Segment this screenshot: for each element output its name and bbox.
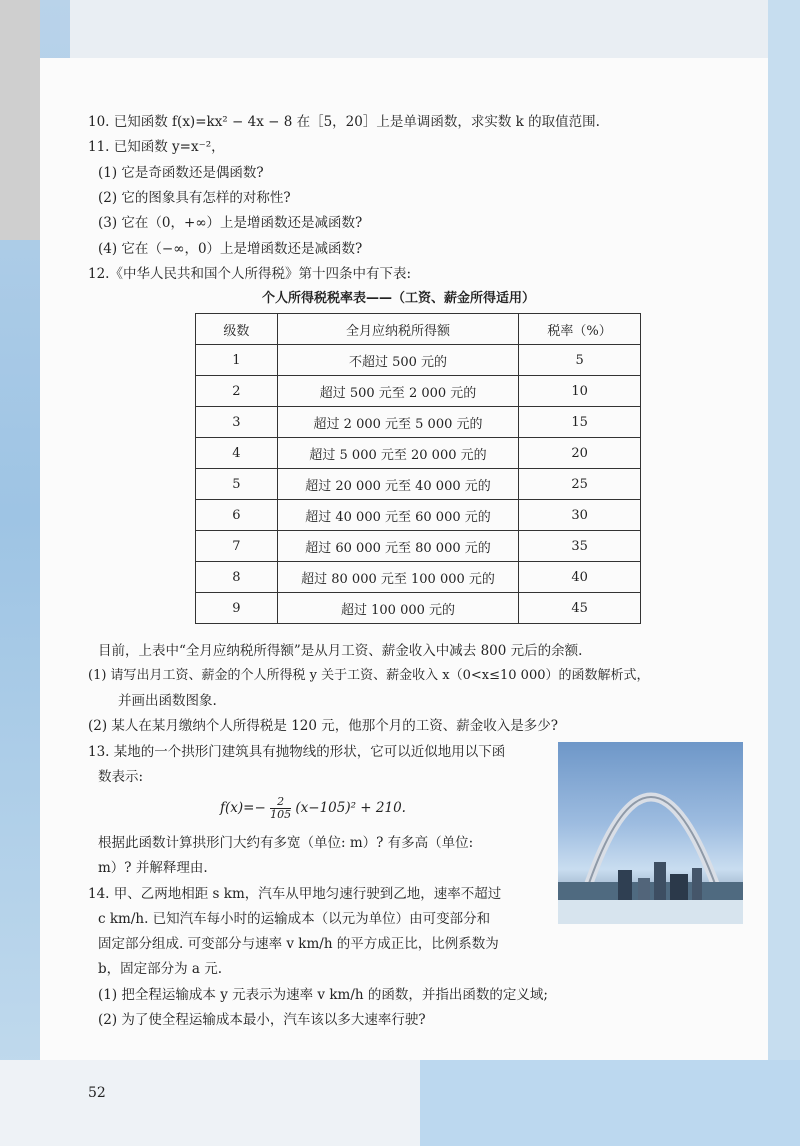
cell-level: 8 [196, 562, 278, 593]
question-12-note: 目前，上表中“全月应纳税所得额”是从月工资、薪金收入中减去 800 元后的余额. [98, 643, 583, 659]
table-header-row [196, 314, 641, 345]
question-12-part-1-line-2: 并画出函数图象. [118, 693, 217, 709]
cell-amount: 超过 5 000 元至 20 000 元的 [277, 438, 518, 469]
header-taxable-amount: 全月应纳税所得额 [277, 314, 518, 345]
page-number: 52 [88, 1085, 106, 1101]
question-12-part-2: (2) 某人在某月缴纳个人所得税是 120 元，他那个月的工资、薪金收入是多少? [88, 718, 559, 734]
cell-rate: 25 [519, 469, 641, 500]
table-row [196, 500, 641, 531]
question-13-line-3: 根据此函数计算拱形门大约有多宽（单位: m）? 有多高（单位: [98, 835, 474, 851]
cell-level: 5 [196, 469, 278, 500]
cell-level: 3 [196, 407, 278, 438]
cell-amount: 超过 80 000 元至 100 000 元的 [277, 562, 518, 593]
header-level: 级数 [196, 314, 278, 345]
left-gray-block [0, 0, 40, 240]
question-11-part-4: (4) 它在（−∞，0）上是增函数还是减函数? [98, 241, 363, 257]
question-14-line-1: 14. 甲、乙两地相距 s km，汽车从甲地匀速行驶到乙地，速率不超过 [88, 886, 502, 902]
table-row [196, 469, 641, 500]
tax-table-title: 个人所得税税率表——（工资、薪金所得适用） [262, 291, 536, 306]
formula-left: f(x)=− [220, 800, 266, 816]
table-row [196, 438, 641, 469]
question-12-part-1-line-1: (1) 请写出月工资、薪金的个人所得税 y 关于工资、薪金收入 x（0<x≤10 000）的函数解析式， [88, 668, 650, 683]
question-11-stem: 11. 已知函数 y=x⁻²， [88, 139, 225, 155]
cell-level: 6 [196, 500, 278, 531]
cell-amount: 超过 2 000 元至 5 000 元的 [277, 407, 518, 438]
fraction-denominator: 105 [270, 808, 292, 821]
table-row [196, 376, 641, 407]
table-row [196, 593, 641, 624]
question-13-formula [220, 796, 406, 821]
question-14-line-4: b，固定部分为 a 元. [98, 961, 223, 977]
cell-rate: 5 [519, 345, 641, 376]
question-11-part-1: (1) 它是奇函数还是偶函数? [98, 165, 264, 181]
cell-amount: 超过 100 000 元的 [277, 593, 518, 624]
right-background-band [768, 0, 800, 1146]
cell-rate: 45 [519, 593, 641, 624]
fraction-numerator: 2 [270, 796, 291, 809]
table-row [196, 562, 641, 593]
question-13-line-1: 13. 某地的一个拱形门建筑具有抛物线的形状，它可以近似地用以下函 [88, 744, 506, 760]
question-13-line-4: m）? 并解释理由. [98, 860, 208, 876]
cell-amount: 超过 60 000 元至 80 000 元的 [277, 531, 518, 562]
header-tax-rate: 税率（%） [519, 314, 641, 345]
formula-right: (x−105)² + 210. [295, 800, 406, 816]
cell-amount: 超过 40 000 元至 60 000 元的 [277, 500, 518, 531]
cell-rate: 10 [519, 376, 641, 407]
question-11-part-3: (3) 它在（0，+∞）上是增函数还是减函数? [98, 215, 363, 231]
arch-illustration [558, 742, 743, 924]
cell-level: 9 [196, 593, 278, 624]
cell-rate: 30 [519, 500, 641, 531]
cell-rate: 35 [519, 531, 641, 562]
cell-rate: 20 [519, 438, 641, 469]
cell-level: 2 [196, 376, 278, 407]
gateway-arch-photo [558, 742, 743, 924]
question-14-line-2: c km/h. 已知汽车每小时的运输成本（以元为单位）由可变部分和 [98, 911, 491, 927]
table-row [196, 531, 641, 562]
formula-fraction [270, 796, 291, 821]
cell-level: 4 [196, 438, 278, 469]
cell-amount: 超过 20 000 元至 40 000 元的 [277, 469, 518, 500]
question-14-line-3: 固定部分组成. 可变部分与速率 v km/h 的平方成正比，比例系数为 [98, 936, 499, 952]
cell-rate: 40 [519, 562, 641, 593]
table-row [196, 345, 641, 376]
question-14-part-2: (2) 为了使全程运输成本最小，汽车该以多大速率行驶? [98, 1012, 426, 1028]
question-10: 10. 已知函数 f(x)=kx² − 4x − 8 在［5，20］上是单调函数，求实数 k 的取值范围. [88, 114, 600, 130]
cell-level: 7 [196, 531, 278, 562]
table-row [196, 407, 641, 438]
question-14-part-1: (1) 把全程运输成本 y 元表示为速率 v km/h 的函数，并指出函数的定义域; [98, 987, 548, 1003]
cell-amount: 超过 500 元至 2 000 元的 [277, 376, 518, 407]
cell-amount: 不超过 500 元的 [277, 345, 518, 376]
cell-rate: 15 [519, 407, 641, 438]
cell-level: 1 [196, 345, 278, 376]
tax-rate-table [195, 313, 641, 624]
question-11-part-2: (2) 它的图象具有怎样的对称性? [98, 190, 291, 206]
question-12-stem: 12.《中华人民共和国个人所得税》第十四条中有下表: [88, 266, 412, 282]
bottom-blue-band [420, 1060, 800, 1146]
question-13-line-2: 数表示: [98, 769, 144, 785]
